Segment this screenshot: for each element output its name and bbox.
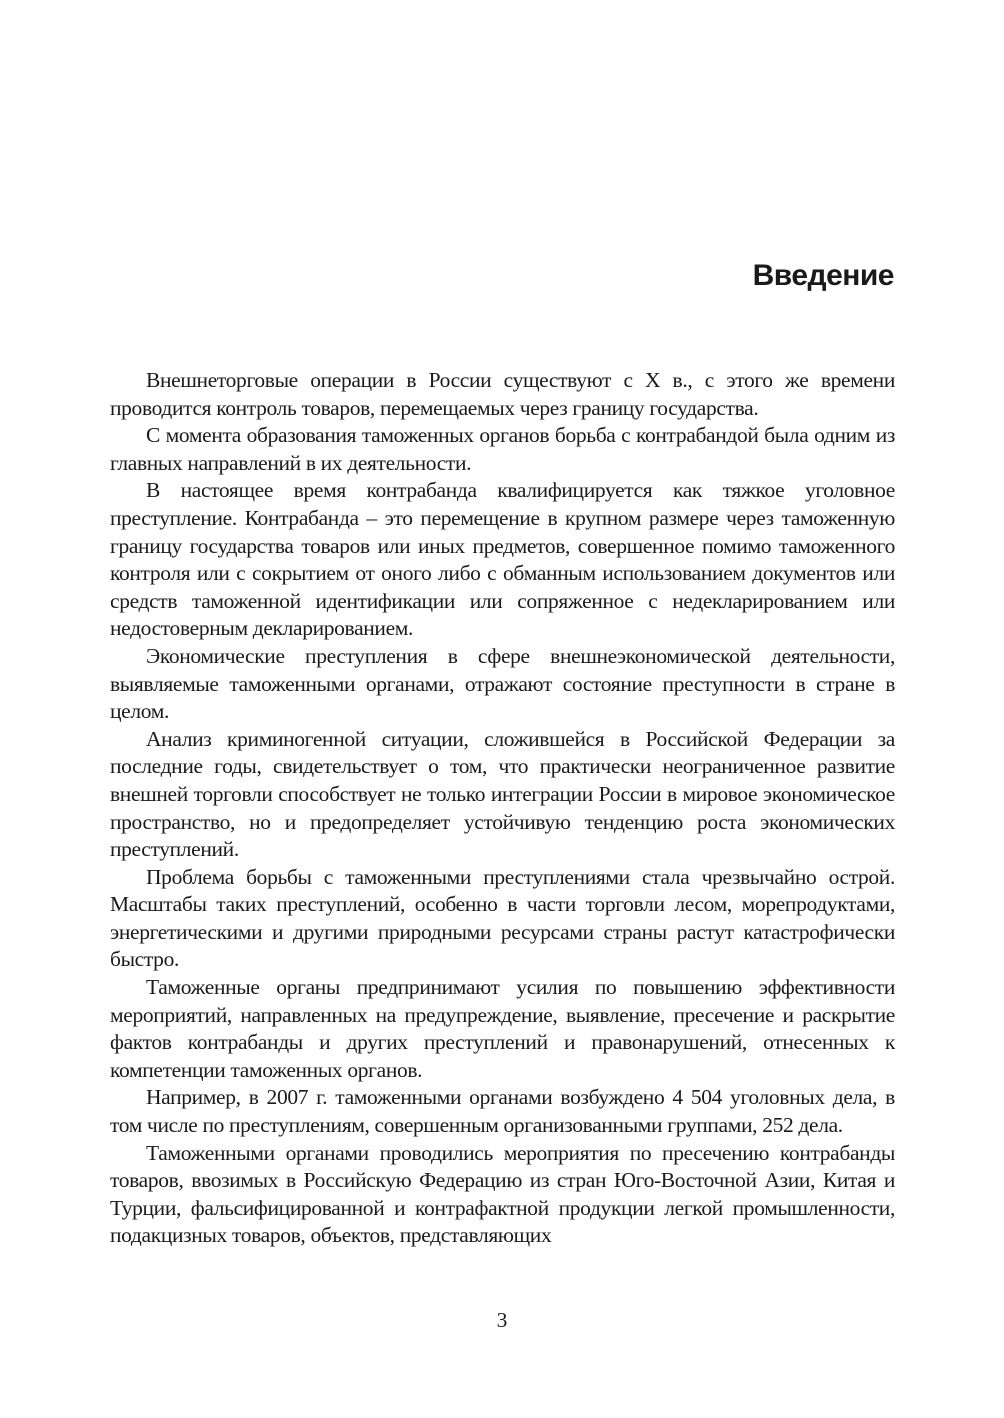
paragraph: Анализ криминогенной ситуации, сложившейся в Российской Федерации за последние годы, свидетельствует о том, что практически неограниченное развитие внешней торговли способствует не только интеграции России в мировое экономическое пространство, но и предопределяет устойчивую тенденцию роста экономических преступлений.: [110, 726, 895, 862]
paragraph: Таможенные органы предпринимают усилия по повышению эффективности мероприятий, направленных на предупреждение, выявление, пресечение и раскрытие фактов контрабанды и других преступлений и правонарушений, отнесенных к компетенции таможенных органов.: [110, 975, 895, 1082]
paragraph: С момента образования таможенных органов борьба с контрабандой была одним из главных направлений в их деятельности.: [110, 423, 895, 475]
body-text: [110, 367, 895, 1250]
chapter-heading: Введение: [752, 259, 894, 292]
paragraph: Внешнеторговые операции в России существуют с X в., с этого же времени проводится контроль товаров, перемещаемых через границу государства.: [110, 368, 895, 420]
paragraph: В настоящее время контрабанда квалифицируется как тяжкое уголовное преступление. Контрабанда – это перемещение в крупном размере через таможенную границу государства товаров или иных предметов, совершенное помимо таможенного контроля или с сокрытием от оного либо с обманным использованием документов или средств таможенной идентификации или сопряженное с недекларированием или недостоверным декларированием.: [110, 478, 895, 641]
paragraph: Экономические преступления в сфере внешнеэкономической деятельности, выявляемые таможенными органами, отражают состояние преступности в стране в целом.: [110, 643, 895, 724]
page-number: 3: [496, 1308, 508, 1332]
paragraph: Проблема борьбы с таможенными преступлениями стала чрезвычайно острой. Масштабы таких преступлений, особенно в части торговли лесом, морепродуктами, энергетическими и другими природными ресурсами страны растут катастрофически быстро.: [110, 864, 895, 972]
paragraph: Например, в 2007 г. таможенными органами возбуждено 4 504 уголовных дела, в том числе по преступлениям, совершенным организованными группами, 252 дела.: [110, 1085, 895, 1138]
paragraph: Таможенными органами проводились мероприятия по пресечению контрабанды товаров, ввозимых в Российскую Федерацию из стран Юго-Восточной Азии, Китая и Турции, фальсифицированной и контрафактной продукции легкой промышленности, подакцизных товаров, объектов, представляющих: [110, 1140, 895, 1248]
